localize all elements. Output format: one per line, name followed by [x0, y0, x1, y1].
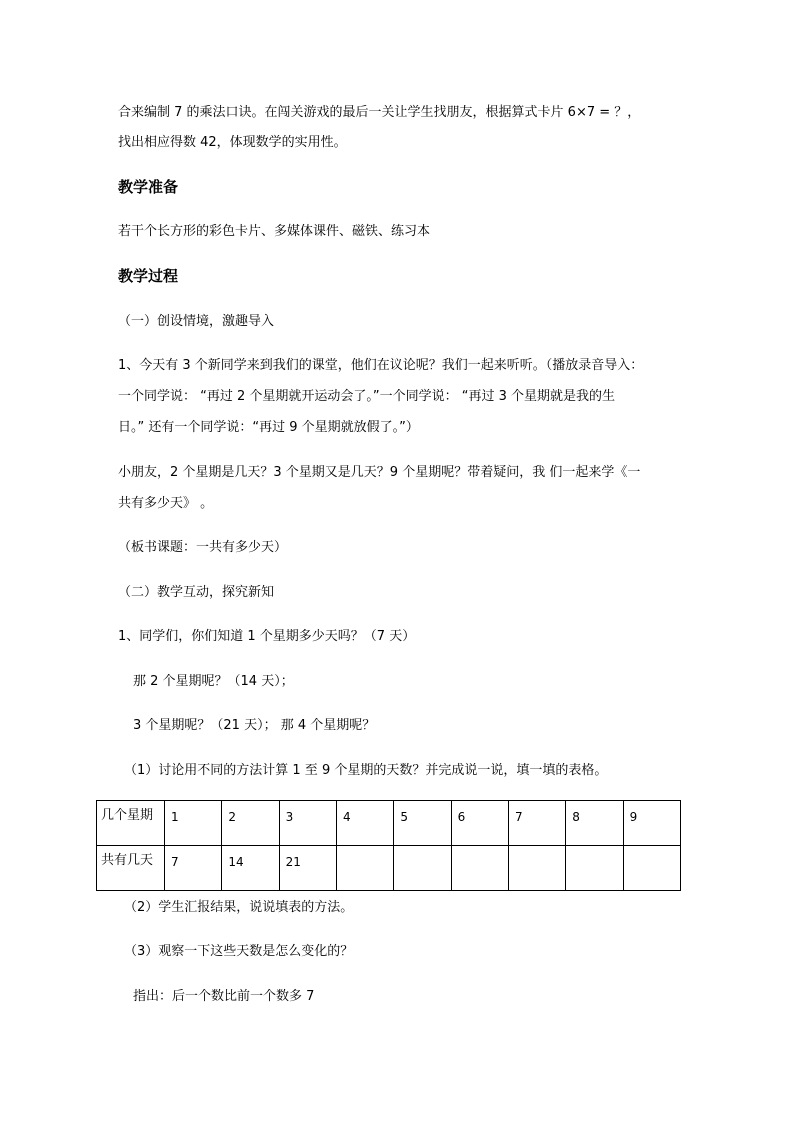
row-header-days: 共有几天 — [97, 846, 165, 891]
paragraph-2-line-2: 共有多少天》 。 — [118, 496, 214, 511]
week-cell: 9 — [623, 801, 680, 846]
week-cell: 3 — [279, 801, 336, 846]
row-header-weeks: 几个星期 — [97, 801, 165, 846]
section-one-title: （一）创设情境，激趣导入 — [118, 314, 275, 329]
task-3: （3）观察一下这些天数是怎么变化的？ — [124, 944, 354, 959]
question-3: 3 个星期呢？（21 天）； 那 4 个星期呢？ — [133, 718, 376, 733]
section-two-title: （二）教学互动，探究新知 — [118, 585, 275, 600]
week-cell: 7 — [508, 801, 565, 846]
week-cell: 2 — [222, 801, 279, 846]
day-cell — [336, 846, 393, 891]
question-1: 1、同学们，你们知道 1 个星期多少天吗？（7 天） — [118, 629, 416, 644]
preparation-items: 若干个长方形的彩色卡片、多媒体课件、磁铁、练习本 — [118, 224, 431, 239]
paragraph-1-line-3: 日。” 还有一个同学说：“再过 9 个星期就放假了。”） — [118, 420, 419, 435]
heading-teaching-preparation: 教学准备 — [118, 178, 179, 196]
weeks-days-table — [96, 800, 681, 891]
week-cell: 6 — [451, 801, 508, 846]
day-cell — [508, 846, 565, 891]
day-cell: 14 — [222, 846, 279, 891]
week-cell: 5 — [394, 801, 451, 846]
day-cell: 7 — [165, 846, 222, 891]
day-cell — [623, 846, 680, 891]
paragraph-1-line-1: 1、今天有 3 个新同学来到我们的课堂，他们在议论呢？我们一起来听听。（播放录音导入： — [118, 358, 644, 373]
task-1: （1）讨论用不同的方法计算 1 至 9 个星期的天数？并完成说一说，填一填的表格。 — [124, 763, 608, 778]
day-cell — [566, 846, 623, 891]
heading-teaching-process: 教学过程 — [118, 267, 179, 285]
intro-line-2: 找出相应得数 42，体现数学的实用性。 — [118, 135, 347, 150]
day-cell: 21 — [279, 846, 336, 891]
day-cell — [451, 846, 508, 891]
task-2: （2）学生汇报结果，说说填表的方法。 — [124, 900, 354, 915]
paragraph-2-line-1: 小朋友，2 个星期是几天？3 个星期又是几天？9 个星期呢？带着疑问，我 们一起来学《一 — [118, 465, 641, 480]
point-out: 指出：后一个数比前一个数多 7 — [133, 989, 315, 1004]
paragraph-1-line-2: 一个同学说： “再过 2 个星期就开运动会了。”一个同学说： “再过 3 个星期就是我的生 — [118, 389, 616, 404]
question-2: 那 2 个星期呢？（14 天）； — [133, 674, 294, 689]
intro-line-1: 合来编制 7 的乘法口诀。在闯关游戏的最后一关让学生找朋友，根据算式卡片 6×7 = ？， — [118, 105, 641, 120]
week-cell: 1 — [165, 801, 222, 846]
table-row-weeks — [97, 801, 681, 846]
week-cell: 4 — [336, 801, 393, 846]
day-cell — [394, 846, 451, 891]
table-row-days — [97, 846, 681, 891]
week-cell: 8 — [566, 801, 623, 846]
board-title: （板书课题：一共有多少天） — [118, 540, 288, 555]
